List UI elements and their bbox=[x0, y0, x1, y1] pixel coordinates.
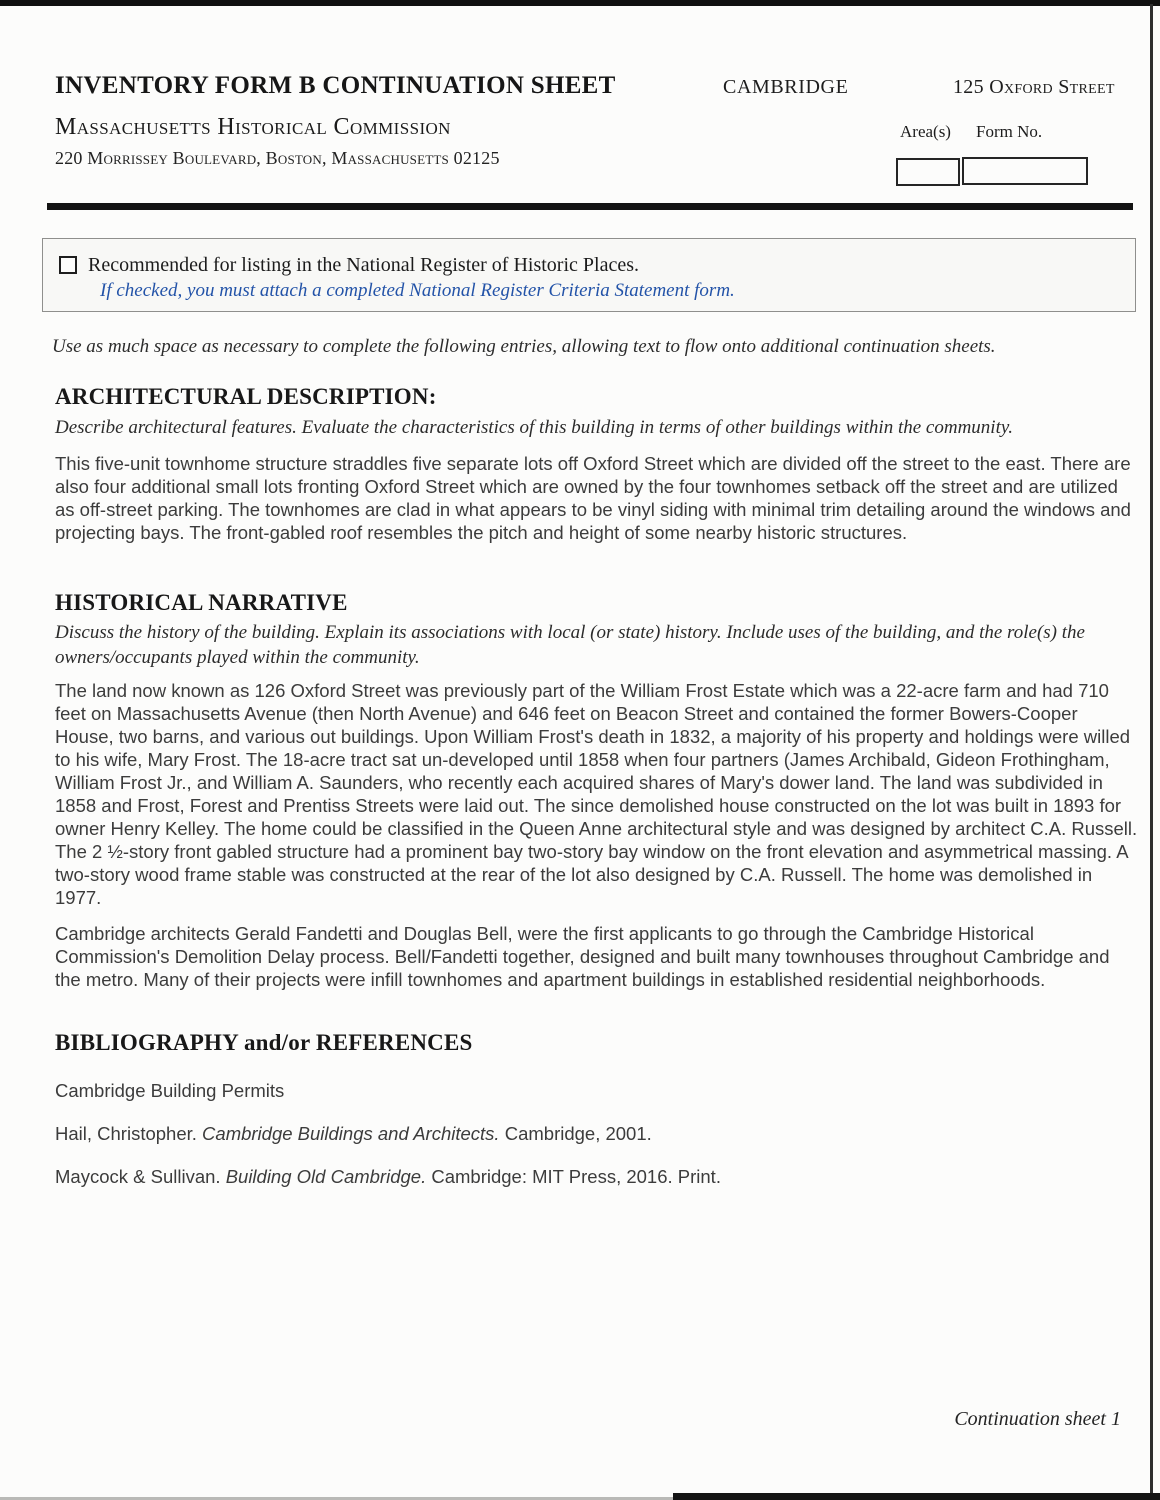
bibliography-entry bbox=[55, 1123, 1139, 1145]
scan-artifact-bottom-bar bbox=[673, 1493, 1160, 1500]
form-no-input-box[interactable] bbox=[962, 157, 1088, 185]
bibliography-entry bbox=[55, 1166, 1139, 1188]
national-register-checkbox[interactable] bbox=[59, 256, 77, 274]
recommendation-label: Recommended for listing in the National Register of Historic Places. bbox=[88, 254, 639, 276]
form-title: INVENTORY FORM B CONTINUATION SHEET bbox=[55, 72, 616, 99]
recommendation-row bbox=[59, 254, 1135, 277]
bibliography-entry bbox=[55, 1080, 1139, 1102]
area-field-label: Area(s) bbox=[900, 122, 951, 141]
organization-address: 220 Morrissey Boulevard, Boston, Massachusetts 02125 bbox=[55, 148, 500, 168]
architectural-description-prompt: Describe architectural features. Evaluate the characteristics of this building in terms of other buildings within the community. bbox=[55, 417, 1013, 438]
architectural-description-paragraph: This five-unit townhome structure straddles five separate lots off Oxford Street which are divided off the street to the east. There are also four additional small lots fronting Oxford Street which are owned by the four townhomes setback off the street and are utilized as off-street parking. The townhomes are clad in what appears to be vinyl siding with minimal trim detailing around the windows and projecting bays. The front-gabled roof resembles the pitch and height of some nearby historic structures. bbox=[55, 453, 1131, 543]
scan-artifact-top-bar bbox=[0, 0, 1160, 6]
area-input-box[interactable] bbox=[896, 158, 960, 186]
header-divider-rule bbox=[47, 203, 1133, 210]
continuation-sheet-page-label: Continuation sheet 1 bbox=[954, 1408, 1121, 1430]
city-label: CAMBRIDGE bbox=[723, 76, 849, 98]
form-no-field-label: Form No. bbox=[976, 122, 1043, 141]
bib-entry-prefix: Cambridge Building Permits bbox=[55, 1080, 285, 1101]
street-address-label: 125 Oxford Street bbox=[953, 76, 1115, 98]
bib-entry-suffix: Cambridge: MIT Press, 2016. Print. bbox=[426, 1166, 721, 1187]
historical-narrative-heading: HISTORICAL NARRATIVE bbox=[55, 590, 348, 615]
historical-narrative-paragraph-1: The land now known as 126 Oxford Street was previously part of the William Frost Estate which was a 22-acre farm and had 710 feet on Massachusetts Avenue (then North Avenue) and 646 feet on Beacon Street and contained the former Bowers-Cooper House, two barns, and various out buildings. Upon William Frost's death in 1832, a majority of his property and holdings were willed to his wife, Mary Frost. The 18-acre tract sat un-developed until 1858 when four partners (James Archibald, Gideon Frothingham, William Frost Jr., and William A. Saunders, who recently each acquired shares of Mary's dower land. The land was subdivided in 1858 and Frost, Forest and Prentiss Streets were laid out. The since demolished house constructed on the lot was built in 1893 for owner Henry Kelley. The home could be classified in the Queen Anne architectural style and was designed by architect C.A. Russell. The 2 ½-story front gabled structure had a prominent bay two-story bay window on the front elevation and asymmetrical massing. A two-story wood frame stable was constructed at the rear of the lot also designed by C.A. Russell. The home was demolished in 1977. bbox=[55, 680, 1138, 908]
continuation-instructions: Use as much space as necessary to complete the following entries, allowing text to flow onto additional continuation sheets. bbox=[52, 336, 996, 357]
bibliography-heading: BIBLIOGRAPHY and/or REFERENCES bbox=[55, 1030, 473, 1055]
bib-entry-prefix: Maycock & Sullivan. bbox=[55, 1166, 226, 1187]
historical-narrative-paragraph-2: Cambridge architects Gerald Fandetti and Douglas Bell, were the first applicants to go through the Cambridge Historical Commission's Demolition Delay process. Bell/Fandetti together, designed and built many townhouses throughout Cambridge and the metro. Many of their projects were infill townhomes and apartment buildings in established residential neighborhoods. bbox=[55, 923, 1110, 990]
organization-name: Massachusetts Historical Commission bbox=[55, 114, 451, 140]
scan-artifact-right-edge-line bbox=[1150, 4, 1153, 1500]
bib-entry-suffix: Cambridge, 2001. bbox=[499, 1123, 652, 1144]
bib-entry-title: Cambridge Buildings and Architects. bbox=[202, 1123, 500, 1144]
form-header bbox=[55, 72, 1140, 204]
architectural-description-heading: ARCHITECTURAL DESCRIPTION: bbox=[55, 384, 437, 409]
national-register-recommendation-box bbox=[42, 238, 1136, 312]
historical-narrative-prompt: Discuss the history of the building. Explain its associations with local (or state) history. Include uses of the building, and the role(s) the owners/occupants played within the community. bbox=[55, 622, 1085, 668]
recommendation-note: If checked, you must attach a completed National Register Criteria Statement form. bbox=[100, 280, 735, 301]
bib-entry-title: Building Old Cambridge. bbox=[225, 1166, 427, 1187]
bib-entry-prefix: Hail, Christopher. bbox=[55, 1123, 203, 1144]
